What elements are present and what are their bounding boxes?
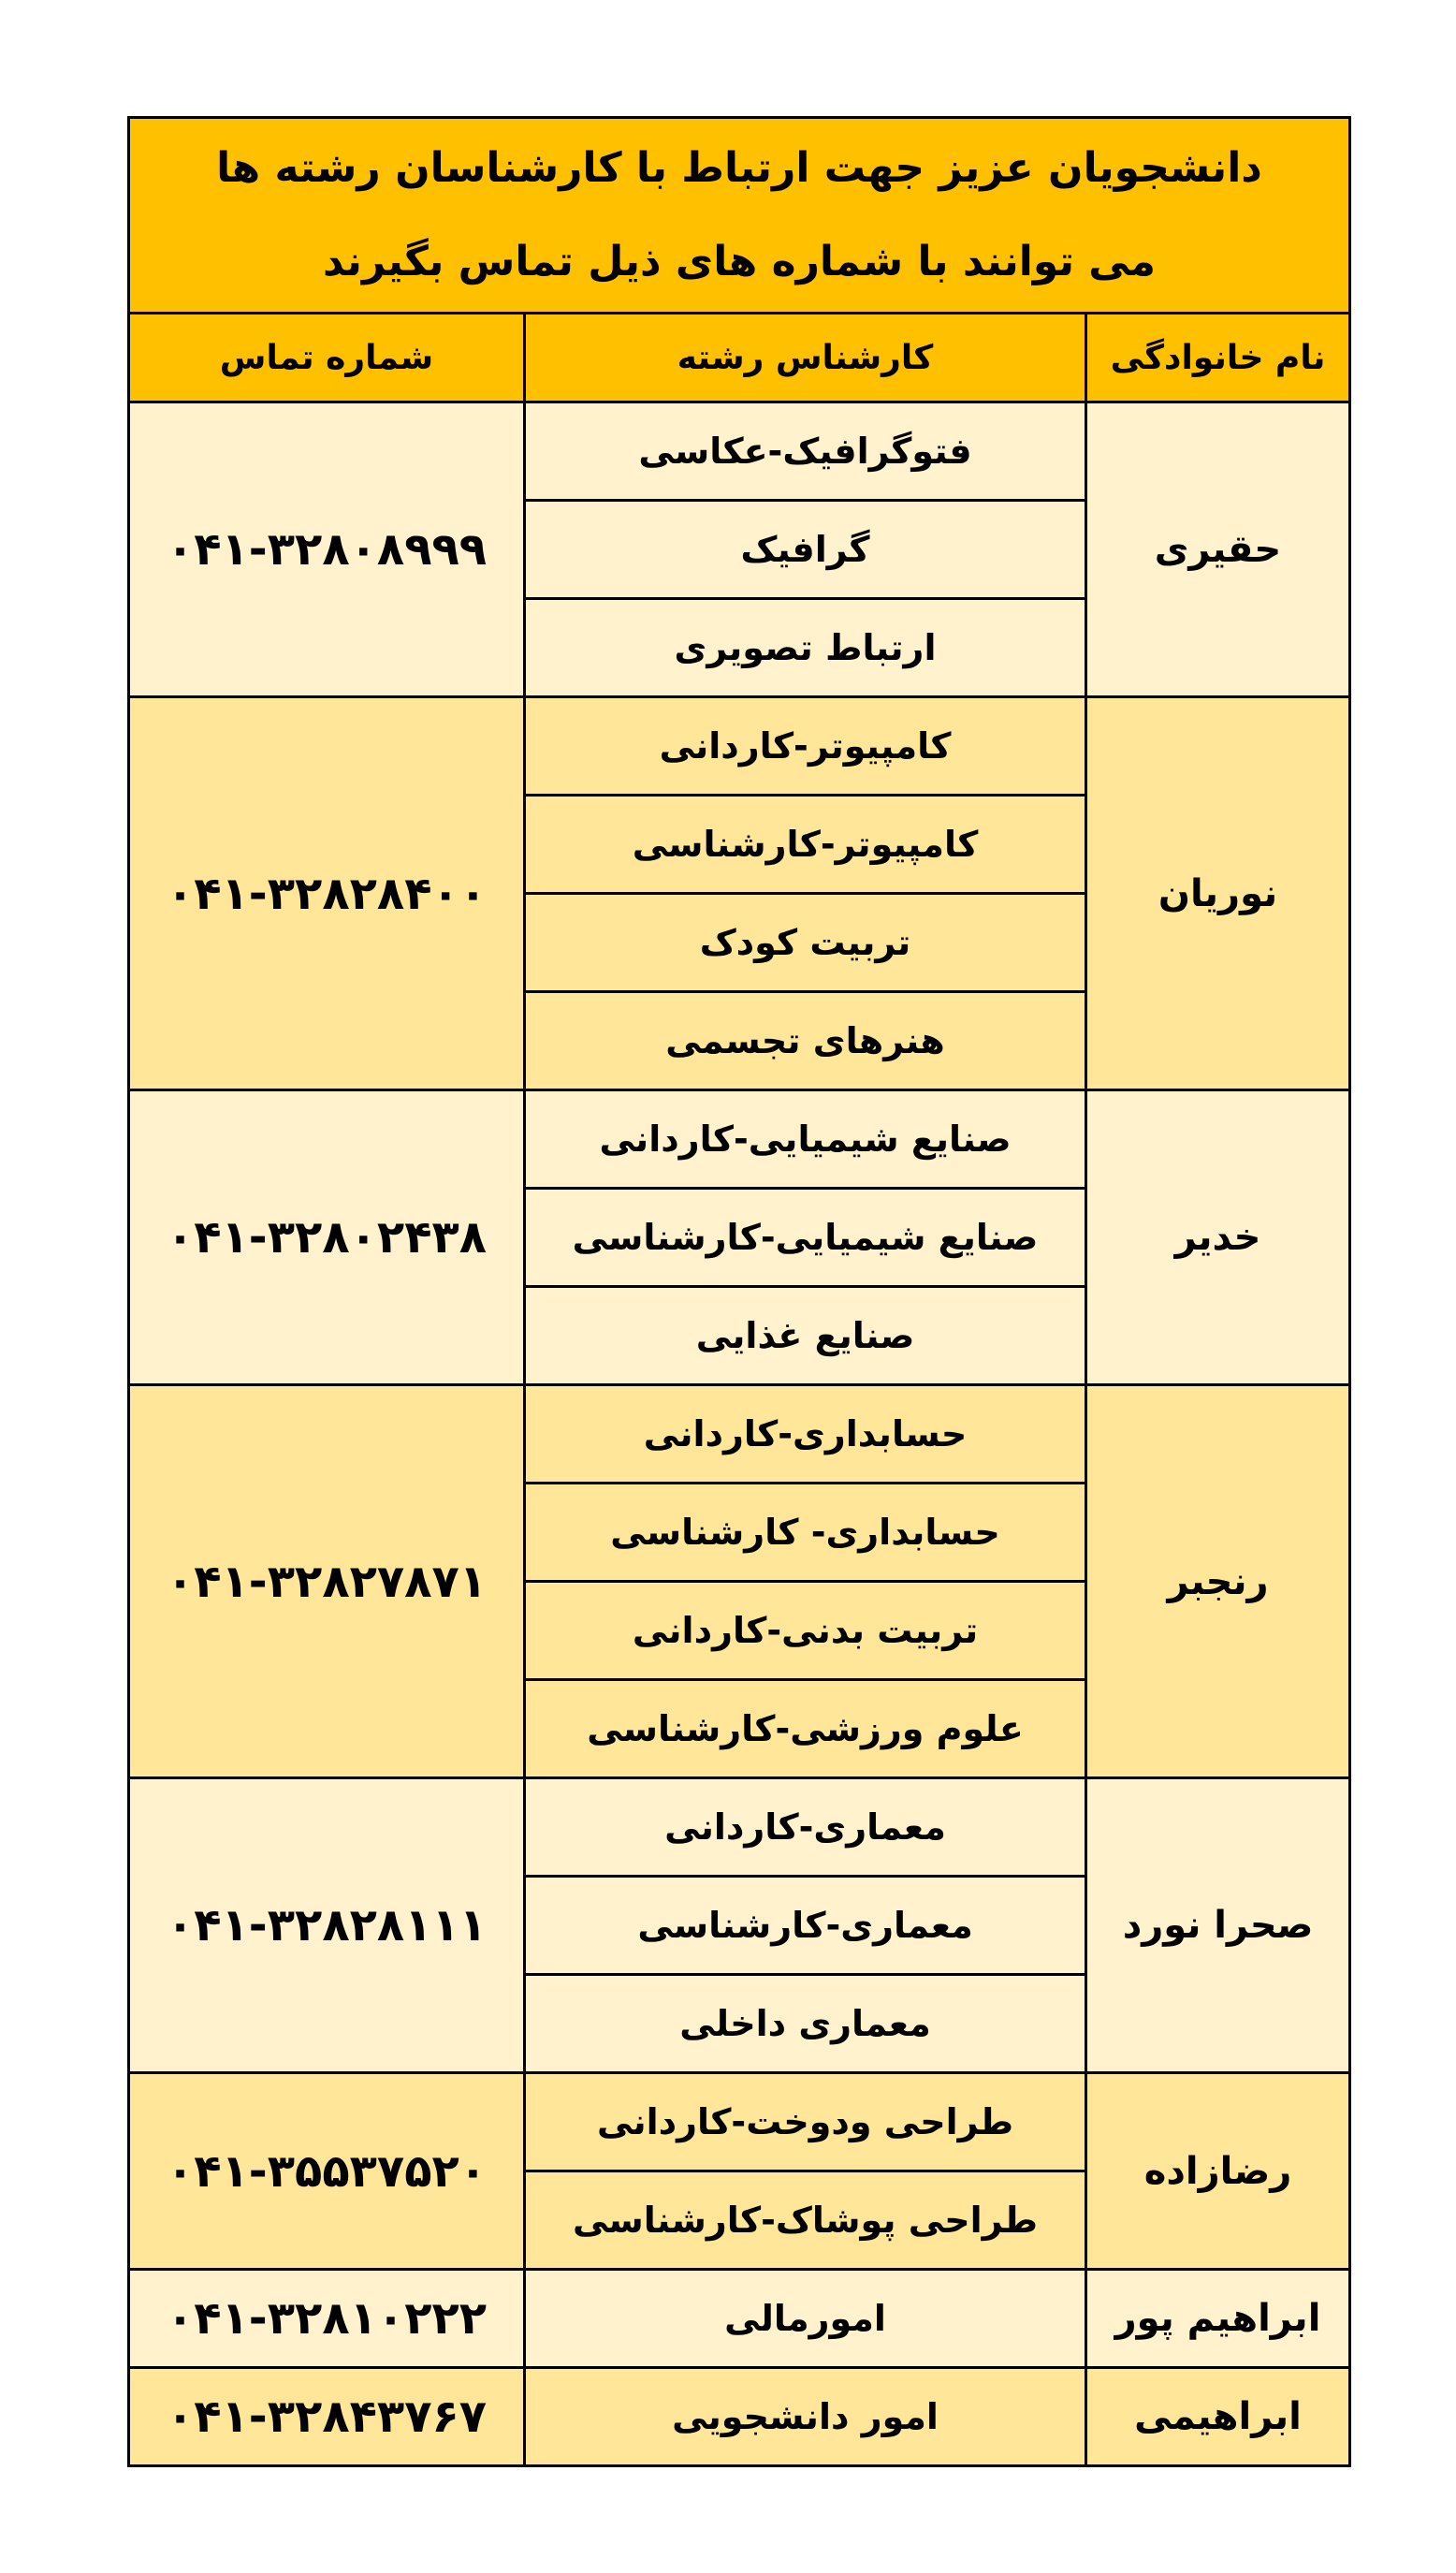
field-list (525, 402, 1086, 697)
field-item: معماری داخلی (679, 2003, 931, 2044)
field-item: طراحی ودوخت-کاردانی (526, 2074, 1085, 2172)
title-line-2: می توانند با شماره های ذیل تماس بگیرند (322, 238, 1157, 285)
phone-number: ۰۴۱-۳۲۸۴۳۷۶۷ (129, 2368, 525, 2466)
field-item: تربیت بدنی-کاردانی (526, 1583, 1085, 1681)
phone-number: ۰۴۱-۳۲۸۲۷۸۷۱ (129, 1385, 525, 1778)
staff-name: نوریان (1086, 697, 1350, 1090)
field-list (525, 2073, 1086, 2270)
field-item: امورمالی (724, 2298, 886, 2339)
field-item: کامپیوتر-کاردانی (526, 698, 1085, 797)
page-title (129, 118, 1350, 314)
field-item: ارتباط تصویری (674, 627, 937, 668)
field-item: صنایع شیمیایی-کارشناسی (526, 1190, 1085, 1288)
staff-name: ابراهیم پور (1086, 2270, 1350, 2368)
contact-table (127, 116, 1351, 2467)
staff-name: ابراهیمی (1086, 2368, 1350, 2466)
header-name: نام خانوادگی (1086, 314, 1350, 402)
table-body (129, 402, 1350, 2466)
field-item: تربیت کودک (526, 895, 1085, 993)
contact-sheet (127, 116, 1348, 2467)
field-list (525, 1090, 1086, 1385)
phone-number: ۰۴۱-۳۲۸۰۸۹۹۹ (129, 402, 525, 697)
field-item: معماری-کاردانی (526, 1779, 1085, 1878)
title-line-1: دانشجویان عزیز جهت ارتباط با کارشناسان رشته ها (216, 144, 1262, 192)
field-list (525, 2270, 1086, 2368)
table-row (129, 2368, 1350, 2466)
table-row (129, 1090, 1350, 1385)
phone-number: ۰۴۱-۳۲۸۰۲۴۳۸ (129, 1090, 525, 1385)
staff-name: رضازاده (1086, 2073, 1350, 2270)
field-item: معماری-کارشناسی (526, 1878, 1085, 1976)
phone-number: ۰۴۱-۳۲۸۲۸۴۰۰ (129, 697, 525, 1090)
table-row (129, 402, 1350, 697)
phone-number: ۰۴۱-۳۵۵۳۷۵۲۰ (129, 2073, 525, 2270)
field-list (525, 1778, 1086, 2073)
field-item: حسابداری-کاردانی (526, 1386, 1085, 1484)
field-item: امور دانشجویی (672, 2396, 939, 2437)
staff-name: خدیر (1086, 1090, 1350, 1385)
phone-number: ۰۴۱-۳۲۸۱۰۲۲۲ (129, 2270, 525, 2368)
field-item: گرافیک (526, 502, 1085, 600)
table-row (129, 697, 1350, 1090)
field-list (525, 1385, 1086, 1778)
table-row (129, 2073, 1350, 2270)
staff-name: حقیری (1086, 402, 1350, 697)
field-item: صنایع شیمیایی-کاردانی (526, 1091, 1085, 1190)
header-field: کارشناس رشته (525, 314, 1086, 402)
header-phone: شماره تماس (129, 314, 525, 402)
field-item: هنرهای تجسمی (665, 1020, 945, 1061)
field-item: علوم ورزشی-کارشناسی (587, 1708, 1024, 1749)
table-row (129, 1778, 1350, 2073)
phone-number: ۰۴۱-۳۲۸۲۸۱۱۱ (129, 1778, 525, 2073)
field-item: کامپیوتر-کارشناسی (526, 797, 1085, 895)
field-list (525, 697, 1086, 1090)
header-row (129, 314, 1350, 402)
field-item: طراحی پوشاک-کارشناسی (572, 2200, 1039, 2241)
field-item: صنایع غذایی (695, 1315, 915, 1356)
field-list (525, 2368, 1086, 2466)
staff-name: صحرا نورد (1086, 1778, 1350, 2073)
title-row (129, 118, 1350, 314)
table-row (129, 1385, 1350, 1778)
field-item: حسابداری- کارشناسی (526, 1484, 1085, 1583)
table-row (129, 2270, 1350, 2368)
staff-name: رنجبر (1086, 1385, 1350, 1778)
field-item: فتوگرافیک-عکاسی (526, 403, 1085, 502)
